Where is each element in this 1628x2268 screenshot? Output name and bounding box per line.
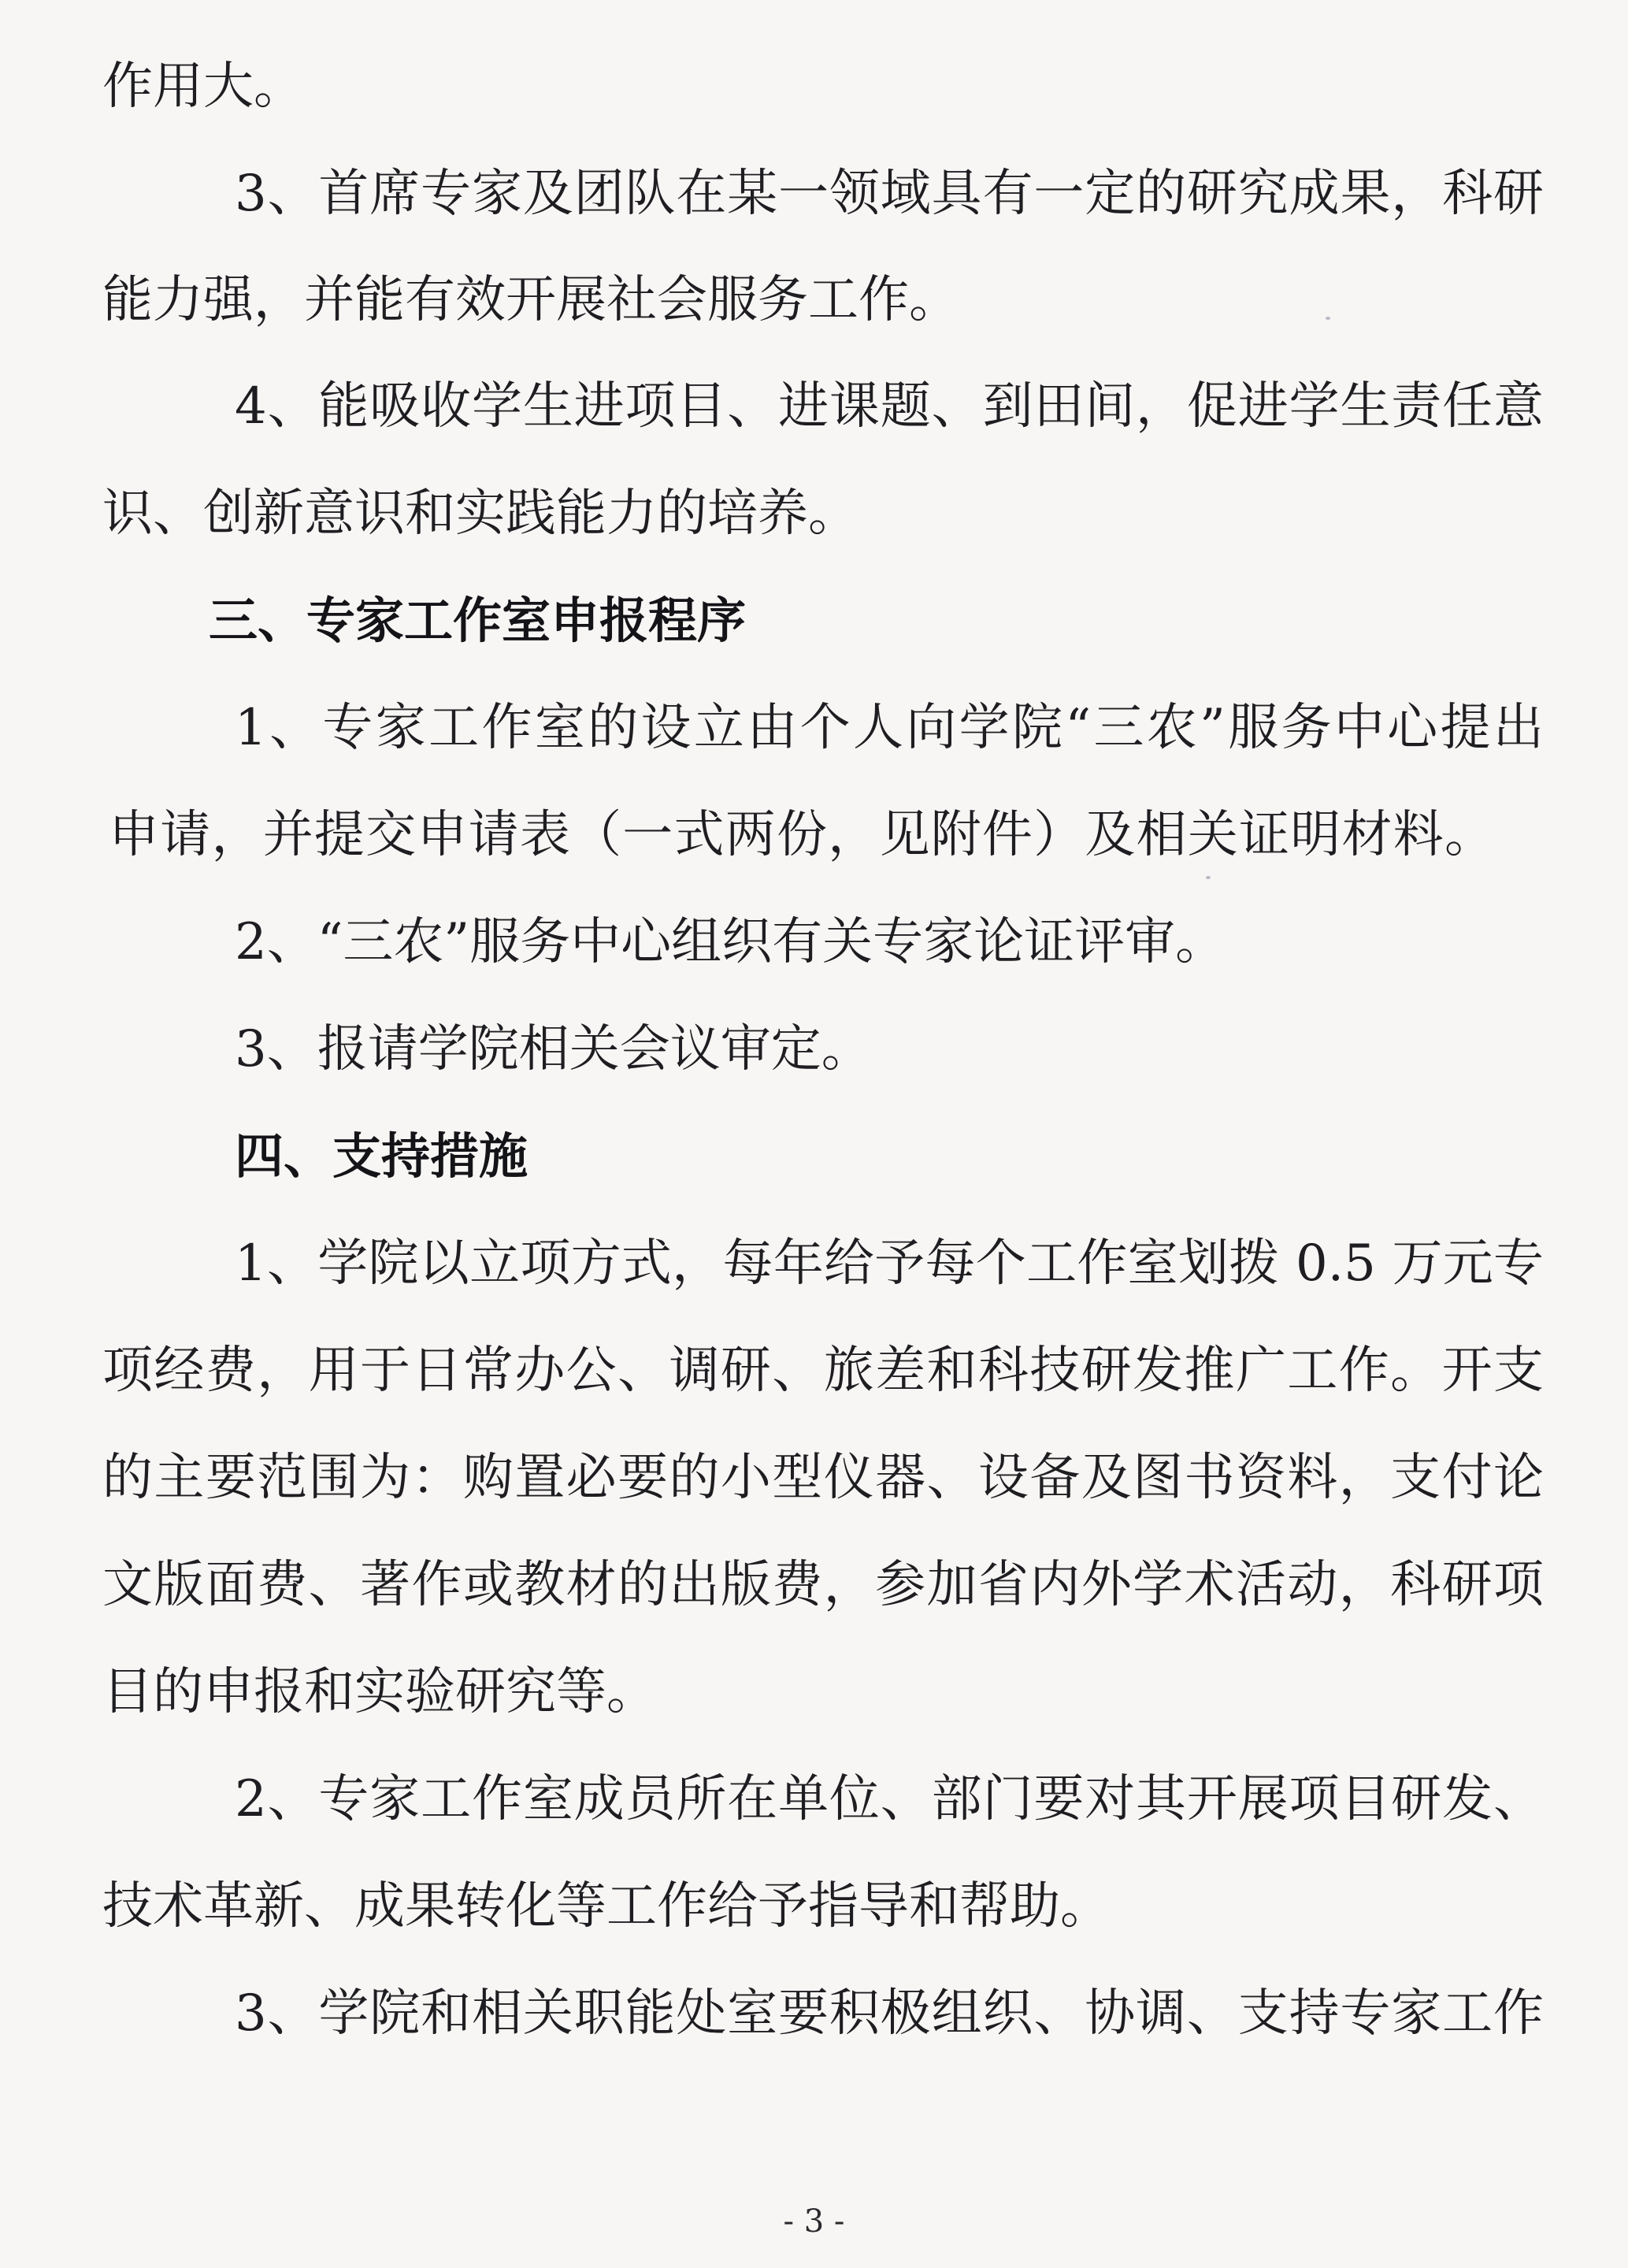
text-line-8: 申请，并提交申请表（一式两份，见附件）及相关证明材料。 [109,806,1495,864]
text-line-3: 能力强，并能有效开展社会服务工作。 [102,271,959,329]
text-line-14: 的主要范围为：购置必要的小型仪器、设备及图书资料，支付论 [102,1449,1544,1507]
text-line-17: 2、专家工作室成员所在单位、部门要对其开展项目研发、 [235,1770,1544,1828]
text-line-16: 目的申报和实验研究等。 [102,1663,657,1721]
text-line-18: 技术革新、成果转化等工作给予指导和帮助。 [102,1877,1111,1936]
section-heading-3: 三、专家工作室申报程序 [209,592,747,649]
text-line-2: 3、首席专家及团队在某一领域具有一定的研究成果，科研 [235,165,1544,223]
text-line-12: 1、学院以立项方式，每年给予每个工作室划拨 0.5 万元专 [235,1234,1544,1293]
page-number: - 3 - [783,2203,845,2240]
scan-speck [1206,876,1211,879]
section-heading-4: 四、支持措施 [235,1127,528,1185]
text-line-10: 3、报请学院相关会议审定。 [235,1020,872,1078]
text-line-9: 2、“三农”服务中心组织有关专家论证评审。 [235,913,1226,971]
text-line-4: 4、能吸收学生进项目、进课题、到田间，促进学生责任意 [235,377,1544,436]
text-line-1: 作用大。 [102,58,304,116]
text-line-19: 3、学院和相关职能处室要积极组织、协调、支持专家工作 [235,1984,1544,2043]
text-line-15: 文版面费、著作或教材的出版费，参加省内外学术活动，科研项 [102,1556,1544,1614]
scan-speck [1326,317,1330,320]
text-line-13: 项经费，用于日常办公、调研、旅差和科技研发推广工作。开支 [102,1342,1544,1400]
text-line-7: 1、专家工作室的设立由个人向学院“三农”服务中心提出 [235,699,1544,757]
text-line-5: 识、创新意识和实践能力的培养。 [102,484,859,543]
